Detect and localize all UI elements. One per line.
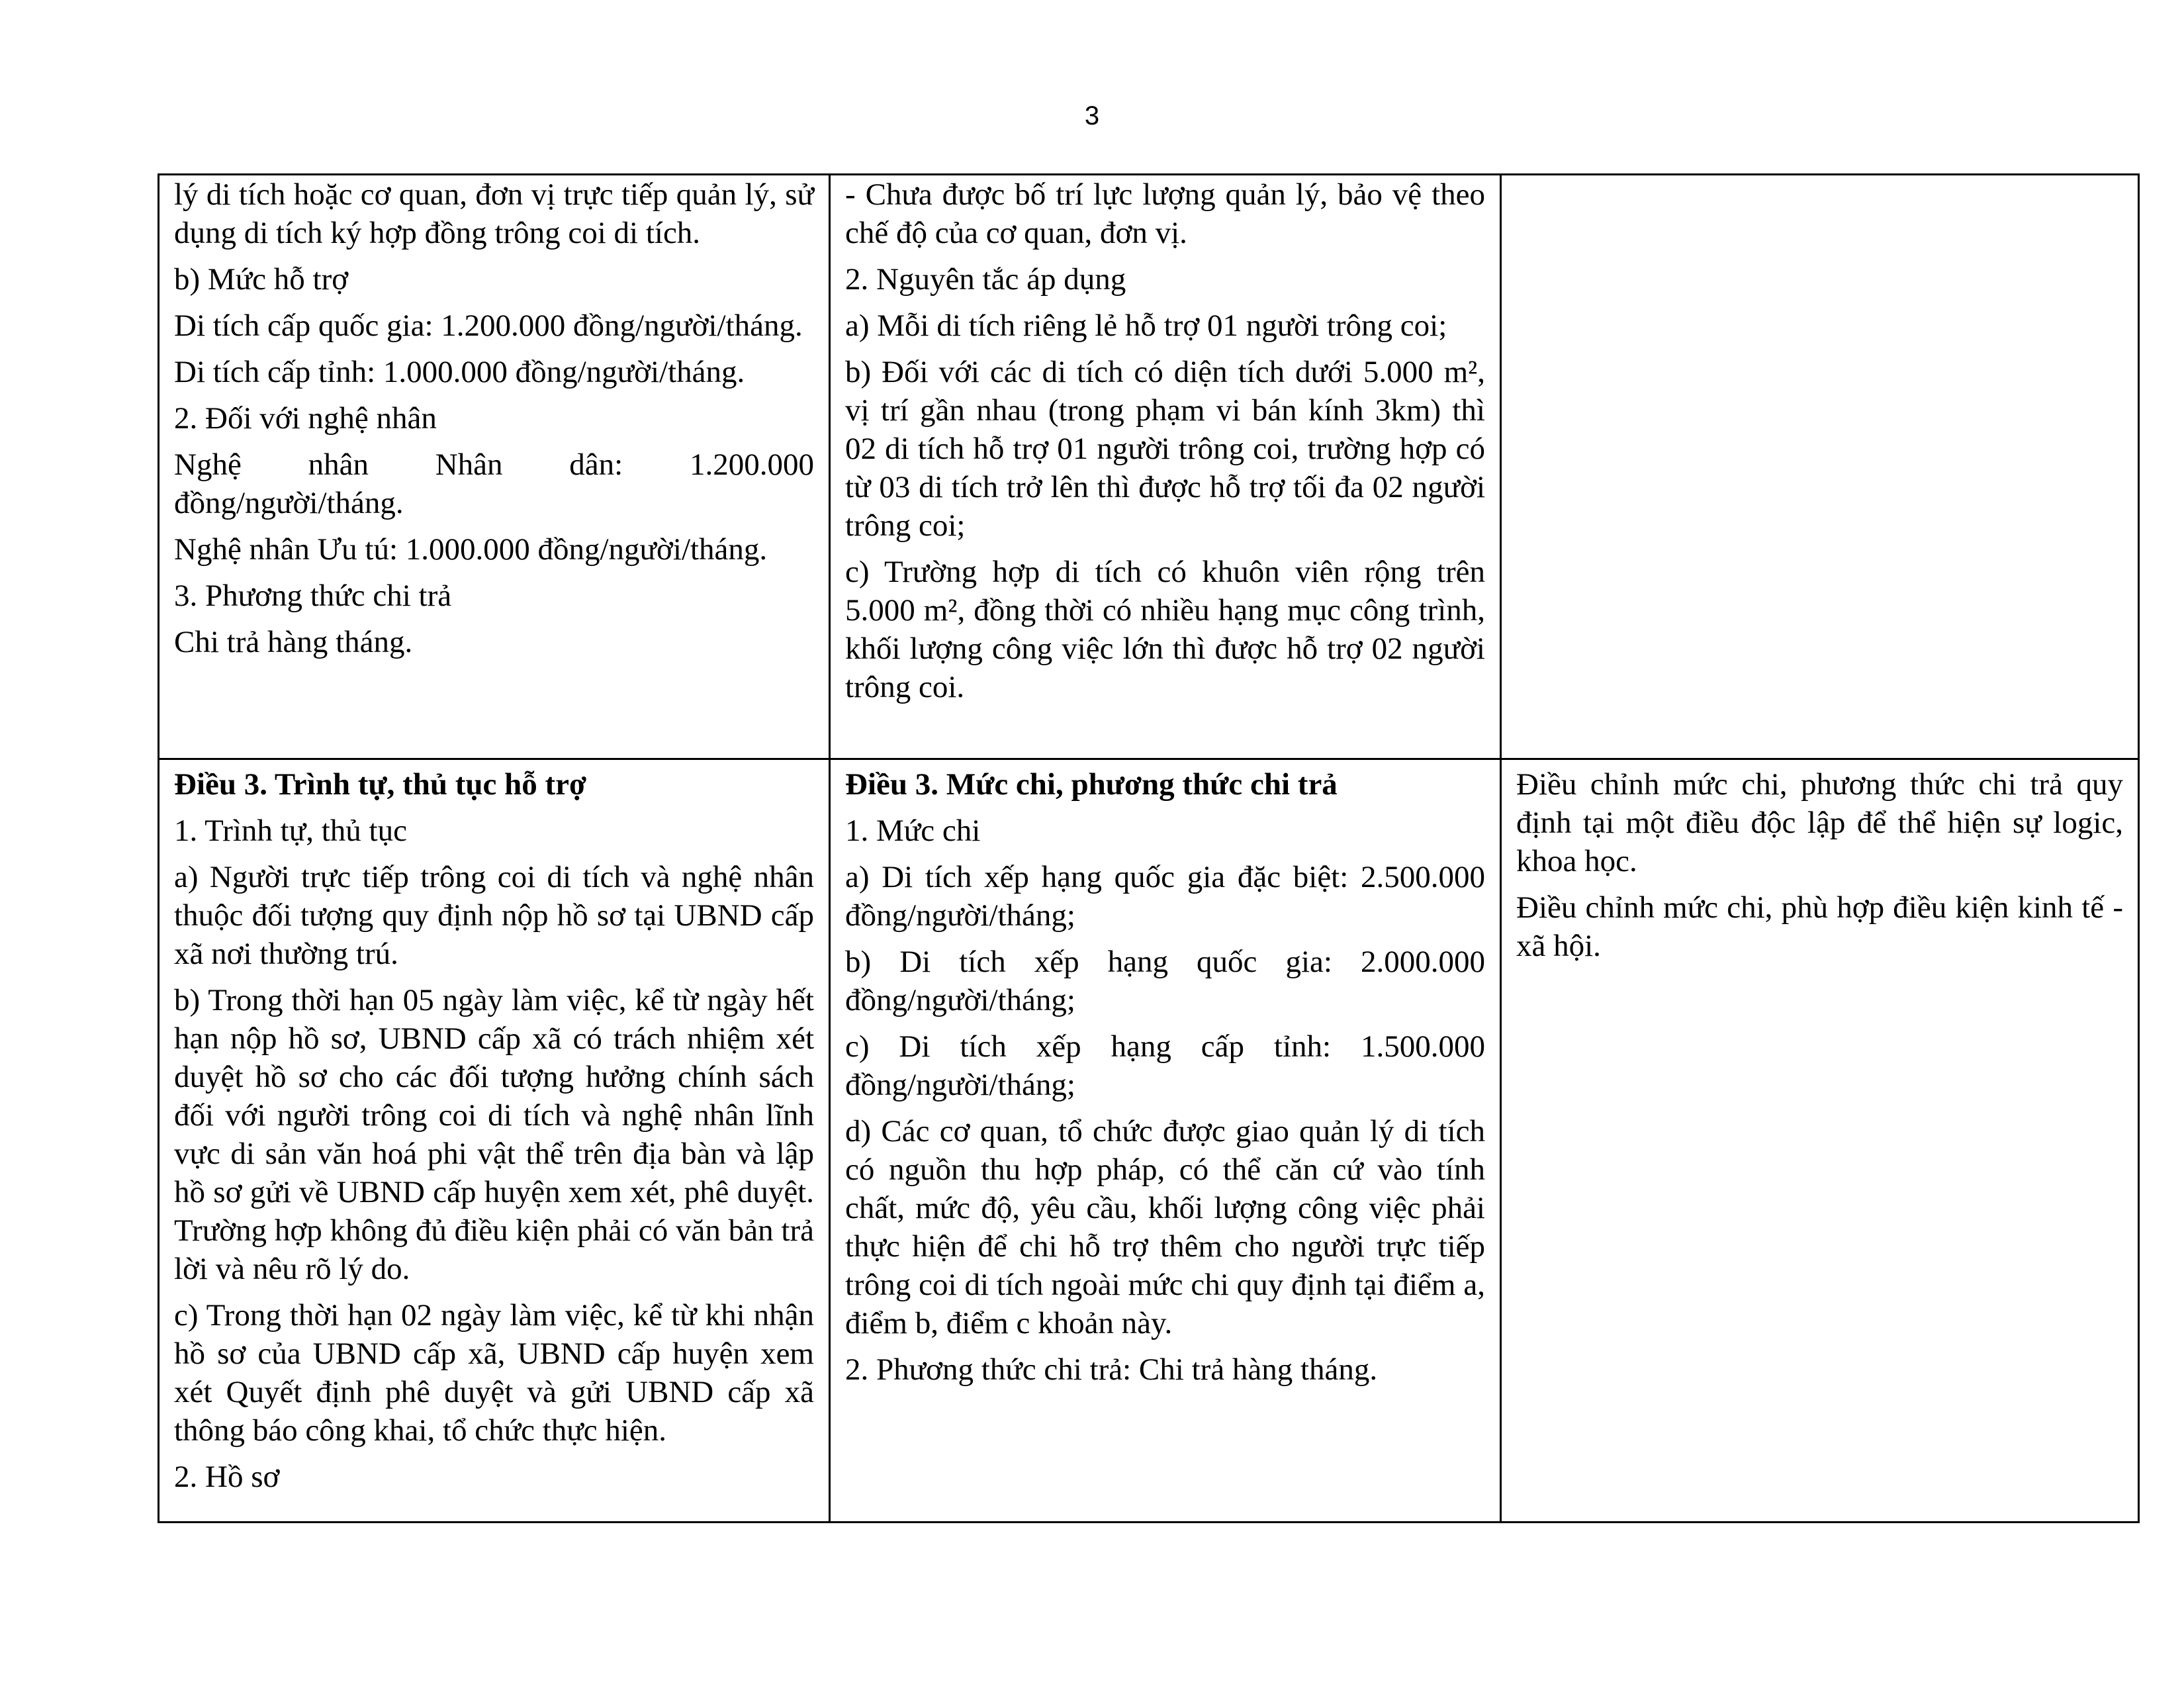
article-heading: Điều 3. Trình tự, thủ tục hỗ trợ <box>174 767 587 802</box>
paragraph: - Chưa được bố trí lực lượng quản lý, bảo vệ theo chế độ của cơ quan, đơn vị. <box>845 177 1485 250</box>
paragraph: a) Người trực tiếp trông coi di tích và nghệ nhân thuộc đối tượng quy định nộp hồ sơ tại UBND cấp xã nơi thường trú. <box>174 860 814 971</box>
paragraph: a) Mỗi di tích riêng lẻ hỗ trợ 01 người trông coi; <box>845 308 1447 343</box>
paragraph: Chi trả hàng tháng. <box>174 625 413 659</box>
paragraph: 2. Hồ sơ <box>174 1460 280 1494</box>
table-cell-current-regulation <box>159 759 830 1523</box>
paragraph: 3. Phương thức chi trả <box>174 579 452 613</box>
paragraph: c) Trong thời hạn 02 ngày làm việc, kể từ khi nhận hồ sơ của UBND cấp xã, UBND cấp huyện xem xét Quyết định phê duyệt và gửi UBND cấp xã thông báo công khai, tổ chức thực hiện. <box>174 1298 814 1448</box>
paragraph: Nghệ nhân Nhân dân: 1.200.000 đồng/người/tháng. <box>174 447 814 520</box>
paragraph: 2. Phương thức chi trả: Chi trả hàng tháng. <box>845 1352 1378 1387</box>
paragraph: d) Các cơ quan, tổ chức được giao quản lý di tích có nguồn thu hợp pháp, có thể căn cứ vào tính chất, mức độ, yêu cầu, khối lượng công việc phải thực hiện để chi hỗ trợ thêm cho người trực tiếp trông coi di tích ngoài mức chi quy định tại điểm a, điểm b, điểm c khoản này. <box>845 1114 1485 1340</box>
paragraph: Di tích cấp quốc gia: 1.200.000 đồng/người/tháng. <box>174 308 803 343</box>
paragraph: b) Đối với các di tích có diện tích dưới 5.000 m², vị trí gần nhau (trong phạm vi bán kính 3km) thì 02 di tích hỗ trợ 01 người trông coi, trường hợp có từ 03 di tích trở lên thì được hỗ trợ tối đa 02 người trông coi; <box>845 355 1485 543</box>
paragraph: 1. Trình tự, thủ tục <box>174 814 407 848</box>
paragraph: b) Mức hỗ trợ <box>174 262 349 297</box>
paragraph: 1. Mức chi <box>845 814 981 848</box>
paragraph: lý di tích hoặc cơ quan, đơn vị trực tiếp quản lý, sử dụng di tích ký hợp đồng trông coi di tích. <box>174 177 814 250</box>
paragraph: c) Trường hợp di tích có khuôn viên rộng trên 5.000 m², đồng thời có nhiều hạng mục công trình, khối lượng công việc lớn thì được hỗ trợ 02 người trông coi. <box>845 555 1485 704</box>
paragraph: Điều chỉnh mức chi, phù hợp điều kiện kinh tế - xã hội. <box>1516 890 2123 963</box>
comparison-table <box>158 173 2140 1523</box>
paragraph: b) Trong thời hạn 05 ngày làm việc, kể từ ngày hết hạn nộp hồ sơ, UBND cấp xã có trách nhiệm xét duyệt hồ sơ cho các đối tượng hưởng chính sách đối với người trông coi di tích và nghệ nhân lĩnh vực di sản văn hoá phi vật thể trên địa bàn và lập hồ sơ gửi về UBND cấp huyện xem xét, phê duyệt. Trường hợp không đủ điều kiện phải có văn bản trả lời và nêu rõ lý do. <box>174 983 814 1286</box>
page-number: 3 <box>1084 101 1100 130</box>
table-cell-current-regulation <box>159 175 830 759</box>
paragraph: b) Di tích xếp hạng quốc gia: 2.000.000 đồng/người/tháng; <box>845 945 1485 1017</box>
paragraph: Nghệ nhân Ưu tú: 1.000.000 đồng/người/tháng. <box>174 532 768 567</box>
paragraph: c) Di tích xếp hạng cấp tỉnh: 1.500.000 đồng/người/tháng; <box>845 1029 1485 1102</box>
table-cell-draft-regulation <box>830 175 1501 759</box>
table-row <box>159 759 2139 1523</box>
paragraph: 2. Đối với nghệ nhân <box>174 401 437 436</box>
table-cell-draft-regulation <box>830 759 1501 1523</box>
paragraph: 2. Nguyên tắc áp dụng <box>845 262 1126 297</box>
paragraph: a) Di tích xếp hạng quốc gia đặc biệt: 2.500.000 đồng/người/tháng; <box>845 860 1485 933</box>
paragraph: Điều chỉnh mức chi, phương thức chi trả quy định tại một điều độc lập để thể hiện sự logic, khoa học. <box>1516 767 2123 878</box>
table-row <box>159 175 2139 759</box>
article-heading: Điều 3. Mức chi, phương thức chi trả <box>845 767 1338 802</box>
table-cell-explanation <box>1501 175 2139 759</box>
table-cell-explanation <box>1501 759 2139 1523</box>
paragraph: Di tích cấp tỉnh: 1.000.000 đồng/người/tháng. <box>174 355 745 389</box>
